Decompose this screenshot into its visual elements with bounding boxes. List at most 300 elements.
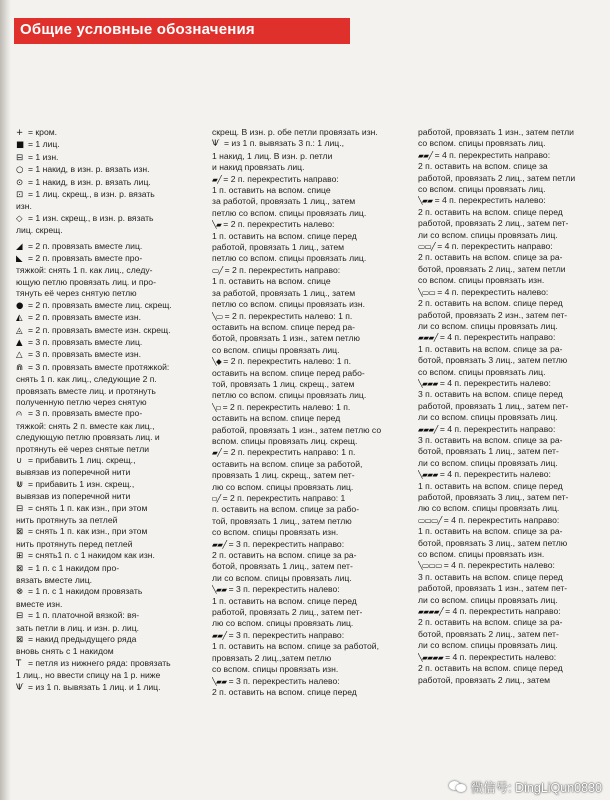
legend-line — [16, 288, 196, 299]
legend-line — [212, 493, 398, 504]
legend-text: 1 п. оставить на вспом. спице перед — [212, 230, 357, 241]
legend-text: 1 накид, 1 лиц. В изн. р. петли — [212, 150, 333, 161]
legend-column-1 — [16, 127, 196, 694]
legend-text: = 2 п. перекрестить налево: — [223, 219, 335, 230]
legend-line — [16, 127, 196, 139]
chart-symbol-icon: ▰▰▰╱ — [418, 333, 438, 343]
watermark-text: 微信号: DingLiQun0830 — [470, 781, 602, 795]
legend-text: 2 п. оставить на вспом. спице за ра- — [418, 252, 563, 263]
legend-text: = 2 п. провязать вместе изн. — [28, 312, 142, 323]
legend-line — [418, 173, 598, 184]
legend-line — [418, 207, 598, 218]
legend-text: = 1 лиц. — [28, 139, 60, 150]
legend-line — [212, 470, 398, 481]
chart-symbol-icon: ╲▰▰▰ — [418, 470, 438, 480]
legend-text: = снять 1 п. как изн., при этом — [28, 502, 148, 513]
legend-text: петлю со вспом. спицы провязать изн. — [212, 299, 365, 310]
legend-text: = 2 п. перекрестить направо: 1 — [222, 493, 346, 503]
legend-line — [212, 231, 398, 242]
legend-line — [212, 322, 398, 333]
chart-symbol-icon: ╲▭▭ — [418, 287, 436, 297]
chart-symbol-icon: ╲▰▰▰▰ — [418, 652, 444, 662]
legend-text: = накид предыдущего ряда — [28, 634, 137, 645]
legend-text: = 2 п. перекрестить направо: — [223, 173, 339, 184]
legend-line — [418, 150, 598, 161]
legend-text: ли со вспом. спицы провязать лиц. — [212, 572, 352, 583]
chart-symbol-icon: ▭▭╱ — [418, 242, 436, 252]
chart-symbol-icon: ⊟ — [16, 503, 24, 514]
legend-text: 1 п. оставить на вспом. спице перед — [212, 595, 357, 606]
legend-line — [16, 670, 196, 681]
legend-text: работой, провязать 3 лиц., затем пет- — [418, 492, 569, 502]
legend-text: ботой, провязать 1 лиц., затем пет- — [212, 561, 353, 572]
legend-line — [16, 479, 196, 491]
legend-text: = кром. — [28, 127, 58, 137]
legend-text: 2 п. оставить на вспом. спице перед — [418, 206, 563, 217]
legend-line — [16, 539, 196, 550]
legend-text: ли со вспом. спицы провязать лиц. — [418, 640, 558, 651]
legend-line — [418, 652, 598, 663]
legend-line — [16, 623, 196, 634]
legend-text: скрещ. В изн. р. обе петли провязать изн. — [212, 127, 378, 137]
legend-text: = 2 п. провязать вместе лиц. — [28, 240, 143, 251]
legend-text: = 3 п. провязать вместе лиц. — [28, 336, 143, 347]
legend-text: = из 1 п. вывязать 3 п.: 1 лиц., — [224, 138, 344, 149]
legend-text: = 2 п. перекрестить направо: 1 п. — [223, 447, 356, 458]
legend-line — [16, 503, 196, 515]
legend-text: полученную петлю через снятую — [16, 396, 147, 407]
legend-text: провязать 1 лиц. скрещ., затем пет- — [212, 470, 355, 481]
legend-text: со вспом. спицы провязать изн. — [418, 549, 545, 560]
chart-symbol-icon: ⊠ — [16, 635, 24, 646]
legend-text: вязать вместе лиц. — [16, 575, 93, 586]
legend-line — [16, 349, 196, 361]
chart-symbol-icon: ▲ — [16, 337, 23, 348]
legend-line — [212, 356, 398, 367]
legend-line — [16, 139, 196, 151]
legend-line — [16, 491, 196, 502]
legend-text: 1 лиц., но ввести спицу на 1 р. ниже — [16, 670, 161, 681]
legend-text: ли со вспом. спицы провязать лиц. — [418, 412, 558, 423]
legend-line — [212, 299, 398, 310]
legend-text: оставить на вспом. спице перед ра- — [212, 321, 356, 332]
legend-line — [418, 606, 598, 617]
legend-line — [418, 503, 598, 514]
legend-text: вывязав из поперечной нити — [16, 467, 131, 478]
wechat-watermark — [449, 777, 602, 797]
legend-line — [16, 241, 196, 253]
legend-line — [16, 421, 196, 432]
legend-line — [212, 550, 398, 561]
legend-line — [212, 653, 398, 664]
chart-symbol-icon: ■ — [16, 140, 25, 151]
legend-line — [418, 389, 598, 400]
legend-line — [16, 408, 196, 420]
legend-line — [16, 152, 196, 164]
chart-symbol-icon: ⋒ — [16, 362, 24, 373]
legend-text: = 2 п. перекрестить направо: — [224, 264, 341, 275]
legend-line — [16, 265, 196, 276]
legend-line — [418, 640, 598, 651]
legend-text: = 4 п. перекрестить налево: — [439, 377, 551, 388]
legend-text: провязать вместе лиц. и протянуть — [16, 385, 156, 396]
legend-text: петлю со вспом. спицы провязать лиц. — [212, 253, 367, 264]
legend-line — [418, 617, 598, 628]
legend-line — [418, 218, 598, 229]
legend-text: = 3 п. провязать вместе протяжкой: — [28, 361, 170, 372]
legend-line — [16, 515, 196, 526]
legend-line — [418, 629, 598, 640]
legend-text: = 4 п. перекрестить направо: — [439, 423, 556, 434]
legend-line — [418, 572, 598, 583]
legend-line — [16, 164, 196, 176]
chart-symbol-icon: ▰╱ — [212, 448, 222, 458]
legend-text: лю со вспом. спицы провязать лиц. — [418, 503, 560, 514]
legend-text: = 4 п. перекрестить налево: — [434, 195, 546, 206]
legend-line — [418, 252, 598, 263]
legend-text: за работой, провязать 1 лиц., затем — [212, 287, 356, 298]
legend-column-2 — [212, 127, 398, 698]
legend-text: той, провязать 1 лиц., затем петлю — [212, 515, 352, 526]
legend-text: работой, провязать 2 лиц., затем — [418, 674, 551, 685]
legend-text: 3 п. оставить на вспом. спице за ра- — [418, 434, 563, 445]
legend-text: следующую петлю провязать лиц. и — [16, 432, 160, 443]
legend-line — [212, 641, 398, 652]
legend-line — [212, 413, 398, 424]
legend-text: = 3 п. перекрестить налево: — [228, 675, 340, 686]
legend-line — [16, 225, 196, 236]
legend-line — [212, 151, 398, 162]
legend-text: = 2 п. провязать вместе изн. скрещ. — [28, 324, 171, 335]
legend-text: = 3 п. перекрестить направо: — [228, 629, 345, 640]
legend-line — [418, 526, 598, 537]
legend-text: = 2 п. провязать вместе про- — [28, 253, 143, 264]
chart-symbol-icon: ▫╱ — [212, 494, 221, 503]
legend-line — [418, 595, 598, 606]
legend-line — [212, 345, 398, 356]
legend-text: вновь снять с 1 накидом — [16, 646, 114, 657]
legend-line — [418, 446, 598, 457]
chart-symbol-icon: ⊙ — [16, 177, 24, 188]
legend-text: протянуть её через снятые петли — [16, 443, 150, 454]
legend-line — [212, 447, 398, 458]
legend-text: той, провязать 1 лиц. скрещ., затем — [212, 378, 355, 389]
legend-text: за работой, провязать 1 лиц., затем — [212, 196, 356, 207]
chart-symbol-icon: ╲▰▰ — [212, 585, 227, 595]
legend-line — [212, 219, 398, 230]
legend-line — [418, 287, 598, 298]
legend-text: = 3 п. провязать вместе про- — [28, 408, 143, 419]
legend-line — [16, 646, 196, 657]
legend-line — [212, 516, 398, 527]
legend-line — [16, 526, 196, 538]
legend-line — [418, 264, 598, 275]
chart-symbol-icon: + — [16, 128, 24, 138]
chart-symbol-icon: ▭╱ — [212, 265, 223, 275]
legend-text: тяжкой: снять 1 п. как лиц., следу- — [16, 265, 153, 276]
legend-text: = 4 п. перекрестить налево: — [443, 560, 555, 571]
legend-text: = 1 п. с 1 накидом провязать — [28, 586, 143, 597]
chart-symbol-icon: ⊡ — [16, 190, 24, 201]
legend-text: оставить на вспом. спице перед рабо- — [212, 367, 365, 378]
chart-symbol-icon: ╲▰ — [212, 220, 222, 230]
legend-line — [212, 676, 398, 687]
legend-text: = 3 п. провязать вместе изн. — [28, 349, 142, 360]
legend-text: = 4 п. перекрестить направо: — [434, 149, 551, 160]
legend-text: вспом. спицы провязать лиц. скрещ. — [212, 435, 358, 446]
legend-line — [16, 444, 196, 455]
legend-line — [418, 321, 598, 332]
legend-line — [418, 367, 598, 378]
legend-text: = 1 накид, в изн. р. вязать лиц. — [28, 176, 151, 187]
legend-text: со вспом. спицы провязать изн. — [212, 664, 339, 675]
legend-line — [212, 311, 398, 322]
legend-line — [16, 658, 196, 670]
legend-line — [418, 435, 598, 446]
legend-line — [212, 127, 398, 138]
legend-text: = 1 п. с 1 накидом про- — [28, 562, 120, 573]
legend-line — [212, 390, 398, 401]
legend-text: со вспом. спицы провязать лиц. — [418, 184, 546, 195]
legend-line — [212, 196, 398, 207]
legend-text: = прибавить 1 изн. скрещ., — [28, 478, 135, 489]
legend-text: = снять 1 п. как изн., при этом — [28, 526, 148, 537]
chart-symbol-icon: ╲▰▰▰ — [418, 378, 438, 388]
legend-line — [418, 675, 598, 686]
legend-text: 3 п. оставить на вспом. спице перед — [418, 389, 563, 400]
legend-line — [212, 379, 398, 390]
legend-line — [16, 189, 196, 201]
chart-symbol-icon: ○ — [16, 165, 24, 176]
legend-line — [16, 325, 196, 337]
chart-symbol-icon: ⩀ — [16, 409, 22, 420]
legend-text: провязать 2 лиц.,затем петлю — [212, 652, 332, 663]
legend-line — [418, 138, 598, 149]
legend-text: ботой, провязать 3 лиц., затем петлю — [418, 355, 568, 366]
legend-text: оставить на вспом. спице за работой, — [212, 458, 363, 469]
page-spine-shadow — [0, 0, 11, 800]
legend-text: = петля из нижнего ряда: провязать — [28, 657, 171, 668]
legend-line — [212, 459, 398, 470]
legend-line — [418, 412, 598, 423]
legend-text: вместе изн. — [16, 598, 63, 609]
legend-text: работой, провязать 1 изн., затем пет- — [418, 583, 568, 594]
legend-line — [418, 310, 598, 321]
legend-text: лю со вспом. спицы провязать лиц. — [212, 618, 354, 629]
legend-column-3 — [418, 127, 598, 686]
legend-line — [212, 573, 398, 584]
legend-text: со вспом. спицы провязать лиц. — [418, 138, 546, 149]
legend-line — [16, 277, 196, 288]
legend-line — [16, 177, 196, 189]
legend-line — [212, 162, 398, 173]
legend-line — [418, 663, 598, 674]
legend-text: снять 1 п. как лиц., следующие 2 п. — [16, 374, 157, 385]
legend-text: вывязав из поперечной нити — [16, 491, 131, 502]
legend-line — [212, 288, 398, 299]
page-title: Общие условные обозначения — [20, 21, 255, 38]
legend-text: = из 1 п. вывязать 1 лиц. и 1 лиц. — [28, 681, 161, 692]
legend-text: п. оставить на вспом. спице за рабо- — [212, 504, 360, 515]
legend-line — [212, 368, 398, 379]
legend-text: = 3 п. перекрестить налево: — [228, 584, 340, 595]
legend-line — [212, 596, 398, 607]
legend-line — [418, 458, 598, 469]
legend-line — [212, 630, 398, 641]
legend-text: = 1 накид, в изн. р. вязать изн. — [28, 164, 150, 175]
legend-text: = 4 п. перекрестить направо: — [443, 514, 560, 525]
wechat-icon — [449, 780, 467, 794]
legend-line — [212, 527, 398, 538]
legend-line — [16, 201, 196, 212]
legend-text: = 2 п. провязать вместе лиц. скрещ. — [28, 299, 172, 310]
chart-symbol-icon: ◢ — [16, 241, 23, 252]
legend-line — [212, 208, 398, 219]
legend-text: ботой, провязать 3 лиц., затем петлю — [418, 537, 568, 548]
legend-text: ли со вспом. спицы провязать лиц. — [418, 594, 558, 605]
legend-line — [16, 563, 196, 575]
legend-text: = 3 п. перекрестить направо: — [228, 538, 345, 549]
legend-text: со вспом. спицы провязать изн. — [418, 275, 545, 286]
legend-line — [16, 455, 196, 467]
legend-line — [212, 333, 398, 344]
legend-text: и накид провязать лиц. — [212, 162, 305, 173]
chart-symbol-icon: T — [16, 658, 22, 669]
chart-symbol-icon: ⊠ — [16, 563, 24, 574]
legend-line — [212, 174, 398, 185]
legend-line — [418, 184, 598, 195]
legend-text: 2 п. оставить на вспом. спице перед — [212, 686, 357, 697]
chart-symbol-icon: ⊠ — [16, 527, 24, 538]
chart-symbol-icon: ╲▰▰ — [212, 676, 227, 686]
chart-symbol-icon: △ — [16, 350, 23, 361]
chart-symbol-icon: Ѱ — [212, 139, 220, 150]
legend-text: = прибавить 1 лиц. скрещ., — [28, 454, 136, 465]
legend-text: работой, провязать 1 изн., затем петли — [418, 127, 574, 137]
legend-line — [418, 515, 598, 526]
legend-text: 1 п. оставить на вспом. спице за ра- — [418, 343, 563, 354]
legend-line — [212, 618, 398, 629]
legend-line — [16, 467, 196, 478]
legend-line — [418, 195, 598, 206]
chart-symbol-icon: ⋓ — [16, 479, 24, 490]
legend-text: работой, провязать 2 лиц., затем пет- — [212, 607, 363, 618]
chart-symbol-icon: Ѱ — [16, 682, 24, 693]
legend-line — [16, 682, 196, 694]
legend-line — [418, 481, 598, 492]
legend-line — [418, 469, 598, 480]
chart-symbol-icon: ▰▰╱ — [212, 539, 227, 549]
legend-text: тянуть её через снятую петлю — [16, 288, 137, 299]
legend-line — [212, 253, 398, 264]
chart-symbol-icon: ╲▫ — [212, 402, 221, 412]
legend-text: ющую петлю провязать лиц. и про- — [16, 276, 156, 287]
legend-line — [418, 127, 598, 138]
legend-text: = 2 п. перекрестить налево: 1 п. — [223, 356, 351, 367]
legend-text: со вспом. спицы провязать изн. — [212, 527, 339, 538]
chart-symbol-icon: ▰▰╱ — [212, 630, 227, 640]
legend-text: 1 п. оставить на вспом. спице за ра- — [418, 526, 563, 537]
chart-symbol-icon: ◭ — [16, 313, 23, 324]
legend-line — [418, 344, 598, 355]
legend-text: со вспом. спицы провязать лиц. — [212, 344, 340, 355]
legend-text: петлю со вспом. спицы провязать лиц. — [212, 207, 367, 218]
legend-text: ли со вспом. спицы провязать лиц. — [418, 229, 558, 240]
legend-text: изн. — [16, 201, 32, 212]
chart-symbol-icon: ⊞ — [16, 551, 24, 562]
legend-line — [212, 276, 398, 287]
chart-symbol-icon: ● — [16, 300, 24, 311]
legend-text: = 4 п. перекрестить направо: — [445, 606, 561, 617]
legend-line — [16, 374, 196, 385]
chart-symbol-icon: ⊗ — [16, 587, 24, 598]
legend-line — [212, 436, 398, 447]
legend-text: 2 п. оставить на вспом. спице перед — [418, 298, 563, 309]
legend-line — [212, 584, 398, 595]
legend-text: зать петли в лиц. и изн. р. лиц. — [16, 622, 140, 633]
legend-text: работой, провязать 1 лиц., затем — [212, 242, 345, 253]
legend-line — [16, 337, 196, 349]
legend-text: работой, провязать 2 изн., затем пет- — [418, 309, 568, 320]
chart-symbol-icon: ▰▰╱ — [418, 150, 433, 160]
legend-text: = 2 п. перекрестить налево: 1 п. — [222, 401, 351, 412]
legend-line — [16, 300, 196, 312]
legend-line — [212, 607, 398, 618]
legend-line — [418, 332, 598, 343]
legend-line — [418, 560, 598, 571]
chart-symbol-icon: ⊟ — [16, 152, 24, 163]
chart-symbol-icon: ◬ — [16, 325, 23, 336]
legend-line — [212, 539, 398, 550]
legend-text: = 4 п. перекрестить налево: — [437, 286, 549, 297]
legend-line — [212, 402, 398, 413]
legend-line — [418, 355, 598, 366]
legend-text: со вспом. спицы провязать лиц. — [418, 366, 546, 377]
legend-text: лиц. скрещ. — [16, 225, 63, 236]
legend-line — [212, 504, 398, 515]
legend-text: работой, провязать 2 лиц., затем пет- — [418, 218, 569, 229]
legend-text: 1 п. оставить на вспом. спице перед — [418, 480, 563, 491]
legend-line — [212, 664, 398, 675]
legend-line — [212, 265, 398, 276]
legend-line — [16, 586, 196, 598]
legend-text: 2 п. оставить на вспом. спице перед — [418, 663, 563, 674]
chart-symbol-icon: ∪ — [16, 455, 23, 466]
chart-symbol-icon: ╲▰▰ — [418, 196, 433, 206]
legend-line — [16, 213, 196, 225]
chart-symbol-icon: ▭▭▭╱ — [418, 515, 442, 525]
legend-line — [16, 397, 196, 408]
legend-text: = 4 п. перекрестить налево: — [445, 651, 557, 662]
legend-line — [16, 253, 196, 265]
legend-line — [418, 492, 598, 503]
legend-text: работой, провязать 2 лиц., затем петли — [418, 172, 576, 183]
legend-text: ботой, провязать 1 лиц., затем пет- — [418, 446, 559, 457]
legend-text: 2 п. оставить на вспом. спице за — [418, 161, 548, 172]
legend-text: = 4 п. перекрестить направо: — [439, 332, 556, 343]
legend-line — [212, 687, 398, 698]
legend-text: ли со вспом. спицы провязать лиц. — [418, 320, 558, 331]
legend-line — [212, 242, 398, 253]
legend-text: = 1 изн. — [28, 151, 59, 162]
legend-line — [212, 482, 398, 493]
legend-line — [418, 401, 598, 412]
legend-text: лю со вспом. спицы провязать лиц. — [212, 481, 354, 492]
legend-text: = 4 п. перекрестить налево: — [439, 469, 551, 480]
chart-symbol-icon: ◇ — [16, 213, 23, 224]
legend-line — [16, 610, 196, 622]
legend-text: 3 п. оставить на вспом. спице перед — [418, 571, 563, 582]
